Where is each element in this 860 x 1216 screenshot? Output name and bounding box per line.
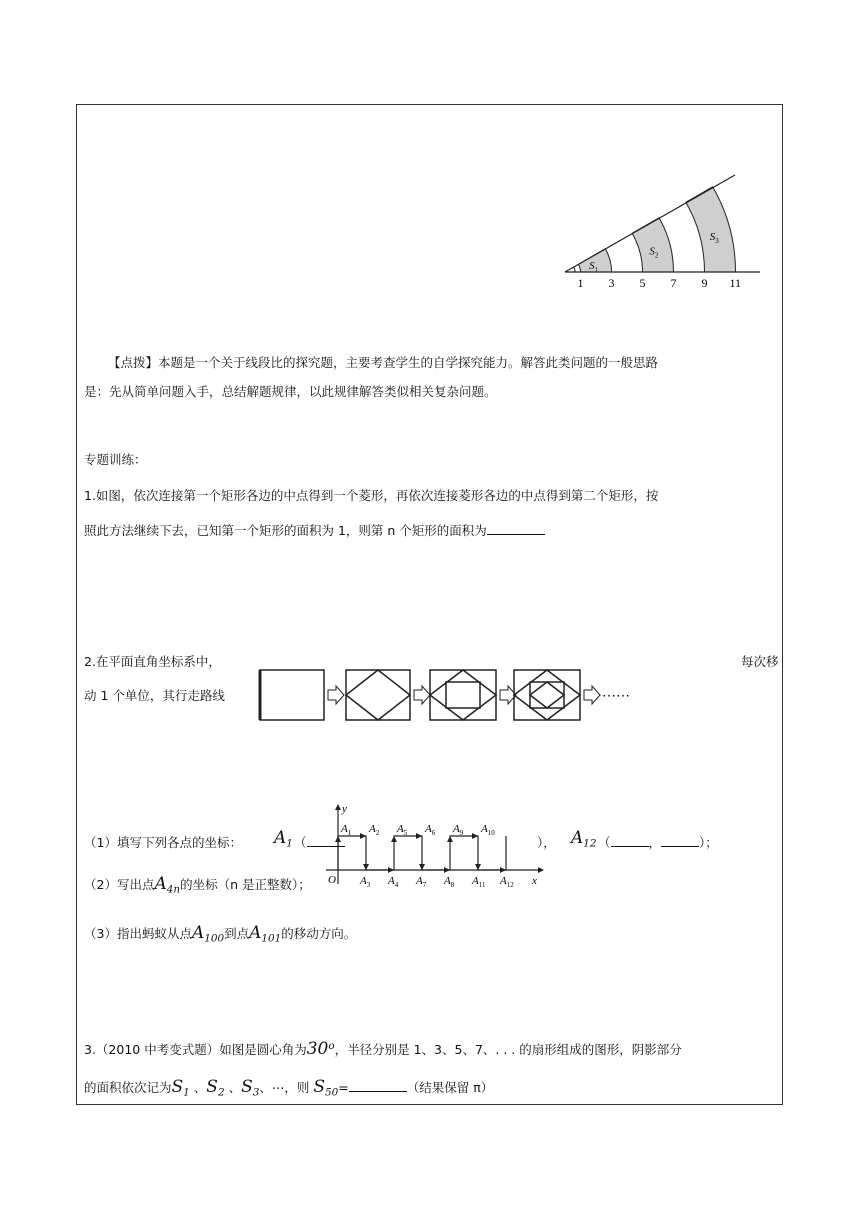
a12-y-blank[interactable] bbox=[661, 834, 699, 847]
path-arrow bbox=[447, 836, 453, 842]
q2-line-1-b: 每次移 bbox=[741, 654, 779, 669]
q2-sub3: （3）指出蚂蚁从点$A_{100}$到点$A_{101}$的移动方向。 bbox=[84, 923, 357, 945]
q2-sub1-paren-close: ）， bbox=[537, 835, 556, 850]
path-arrow bbox=[419, 864, 425, 870]
shaded-sector-ring bbox=[686, 187, 736, 272]
angle-arc bbox=[574, 267, 575, 272]
y-axis-label: y bbox=[342, 803, 347, 815]
q3-line-2: 的面积依次记为$S_1$ 、$S_2$ 、$S_3$、⋯，则 $S_{50}=$ （结果保留 π） bbox=[84, 1077, 494, 1099]
sector-tick-label: 3 bbox=[608, 276, 615, 290]
q1-line-2 bbox=[84, 522, 545, 540]
point-label: $A_6$ bbox=[425, 823, 436, 837]
point-label: $A_{10}$ bbox=[481, 823, 495, 837]
point-label: $A_9$ bbox=[453, 823, 464, 837]
sector-tick-label: 9 bbox=[701, 276, 708, 290]
path-arrow bbox=[416, 833, 422, 839]
sector-tick-label: 11 bbox=[729, 276, 742, 290]
path-arrow bbox=[391, 836, 397, 842]
point-label: $A_4$ bbox=[388, 875, 399, 889]
q2-sub1-a: （1）填写下列各点的坐标： bbox=[84, 835, 242, 850]
path-arrow bbox=[388, 867, 394, 873]
point-label: $A_{11}$ bbox=[472, 875, 486, 889]
sector-tick-label: 5 bbox=[639, 276, 646, 290]
hint-line-1: 【点拨】本题是一个关于线段比的探究题，主要考查学生的自学探究能力。解答此类问题的一般思路 bbox=[108, 355, 659, 370]
point-label: $A_{12}$ bbox=[500, 875, 514, 889]
point-label: $A_3$ bbox=[360, 875, 371, 889]
origin-label: O bbox=[328, 874, 336, 886]
a12-x-blank[interactable] bbox=[611, 834, 649, 847]
sector-label: $S_1$ bbox=[589, 259, 599, 274]
sector-label: $S_2$ bbox=[649, 245, 659, 260]
q2-sub1-A1: $A_1$ bbox=[274, 828, 293, 850]
point-label: $A_2$ bbox=[369, 823, 380, 837]
sector-figure bbox=[560, 170, 770, 295]
q2-line-2: 动 1 个单位，其行走路线 bbox=[84, 688, 225, 703]
a1-x-blank[interactable] bbox=[307, 834, 345, 847]
q2-line-1-a: 2.在平面直角坐标系中， bbox=[84, 654, 221, 669]
sector-tick-label: 1 bbox=[577, 276, 584, 290]
q2-sub1-a12-coords: （ ， ）； bbox=[598, 835, 718, 850]
x-axis-label: x bbox=[532, 875, 537, 887]
path-arrow bbox=[360, 833, 366, 839]
rectangle-sequence-figure bbox=[258, 666, 668, 724]
q3-answer-blank[interactable] bbox=[349, 1079, 407, 1092]
q2-sub2: （2）写出点$A_{4n}$的坐标（n 是正整数）； bbox=[84, 874, 311, 896]
point-label: $A_7$ bbox=[416, 875, 427, 889]
q2-sub1-A12: $A_{12}$ bbox=[571, 828, 597, 850]
path-arrow bbox=[444, 867, 450, 873]
path-arrow bbox=[500, 867, 506, 873]
training-heading: 专题训练： bbox=[84, 452, 147, 467]
q1-line-2-text: 照此方法继续下去，已知第一个矩形的面积为 1，则第 n 个矩形的面积为 bbox=[84, 523, 487, 538]
point-label: $A_1$ bbox=[341, 823, 352, 837]
q3-line-1: 3.（2010 中考变式题）如图是圆心角为30$^o$，半径分别是 1、3、5、7、. . . 的扇形组成的图形，阴影部分 bbox=[84, 1039, 682, 1060]
ant-path-figure bbox=[318, 802, 548, 890]
q1-line-1: 1.如图，依次连接第一个矩形各边的中点得到一个菱形，再依次连接菱形各边的中点得到第二个矩形，按 bbox=[84, 488, 659, 503]
q2-sub1-paren-open: （ bbox=[294, 834, 345, 852]
rect-sequence-ellipsis: ⋯⋯ bbox=[602, 689, 630, 704]
point-label: $A_5$ bbox=[397, 823, 408, 837]
sector-label: $S_3$ bbox=[709, 230, 719, 245]
q1-answer-blank[interactable] bbox=[487, 522, 545, 535]
point-label: $A_8$ bbox=[444, 875, 455, 889]
path-arrow bbox=[363, 864, 369, 870]
sector-tick-label: 7 bbox=[670, 276, 677, 290]
path-arrow bbox=[475, 864, 481, 870]
hint-line-2: 是：先从简单问题入手，总结解题规律，以此规律解答类似相关复杂问题。 bbox=[84, 384, 497, 399]
path-arrow bbox=[472, 833, 478, 839]
